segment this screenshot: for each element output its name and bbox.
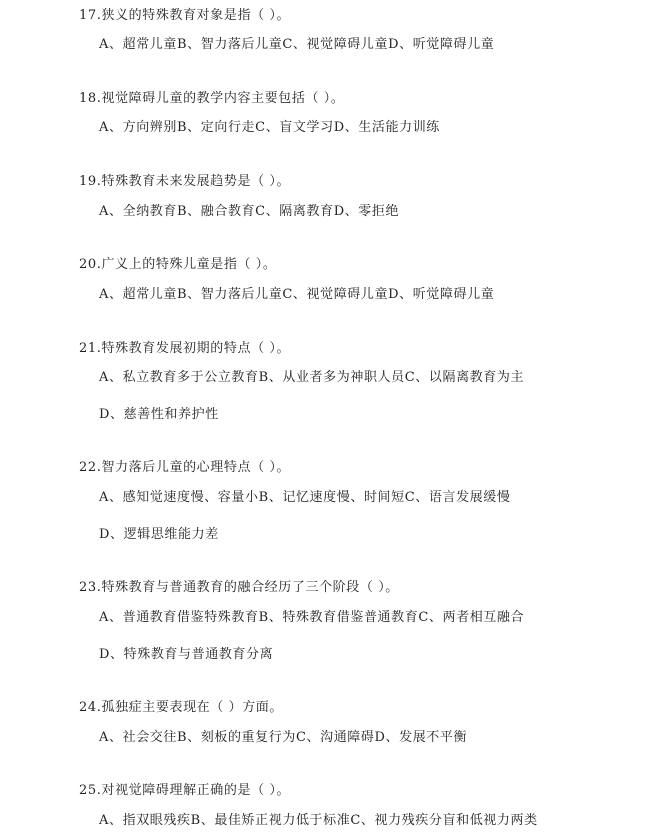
question-21-options-line-2: D、慈善性和养护性 bbox=[99, 407, 219, 422]
question-23-stem: 23.特殊教育与普通教育的融合经历了三个阶段（ ）。 bbox=[79, 580, 399, 595]
question-20-stem: 20.广义上的特殊儿童是指（ ）。 bbox=[79, 257, 277, 272]
question-17-options: A、超常儿童B、智力落后儿童C、视觉障碍儿童D、听觉障碍儿童 bbox=[99, 37, 495, 52]
question-23-options-line-2: D、特殊教育与普通教育分离 bbox=[99, 647, 274, 662]
question-20-options: A、超常儿童B、智力落后儿童C、视觉障碍儿童D、听觉障碍儿童 bbox=[99, 287, 495, 302]
question-24-stem: 24.孤独症主要表现在（ ）方面。 bbox=[79, 700, 284, 715]
question-22-options-line-1: A、感知觉速度慢、容量小B、记忆速度慢、时间短C、语言发展缓慢 bbox=[99, 490, 511, 505]
question-19-stem: 19.特殊教育未来发展趋势是（ ）。 bbox=[79, 174, 291, 189]
question-21-stem: 21.特殊教育发展初期的特点（ ）。 bbox=[79, 341, 291, 356]
question-17-stem: 17.狭义的特殊教育对象是指（ ）。 bbox=[79, 8, 291, 23]
question-24-options: A、社会交往B、刻板的重复行为C、沟通障碍D、发展不平衡 bbox=[99, 730, 468, 745]
question-22-options-line-2: D、逻辑思维能力差 bbox=[99, 527, 219, 542]
question-25-options: A、指双眼残疾B、最佳矫正视力低于标准C、视力残疾分盲和低视力两类 bbox=[99, 813, 538, 828]
question-18-options: A、方向辨别B、定向行走C、盲文学习D、生活能力训练 bbox=[99, 120, 440, 135]
question-22-stem: 22.智力落后儿童的心理特点（ ）。 bbox=[79, 460, 291, 475]
question-25-stem: 25.对视觉障碍理解正确的是（ ）。 bbox=[79, 783, 291, 798]
question-18-stem: 18.视觉障碍儿童的教学内容主要包括（ ）。 bbox=[79, 91, 345, 106]
question-19-options: A、全纳教育B、融合教育C、隔离教育D、零拒绝 bbox=[99, 204, 400, 219]
question-21-options-line-1: A、私立教育多于公立教育B、从业者多为神职人员C、以隔离教育为主 bbox=[99, 370, 525, 385]
question-23-options-line-1: A、普通教育借鉴特殊教育B、特殊教育借鉴普通教育C、两者相互融合 bbox=[99, 610, 525, 625]
